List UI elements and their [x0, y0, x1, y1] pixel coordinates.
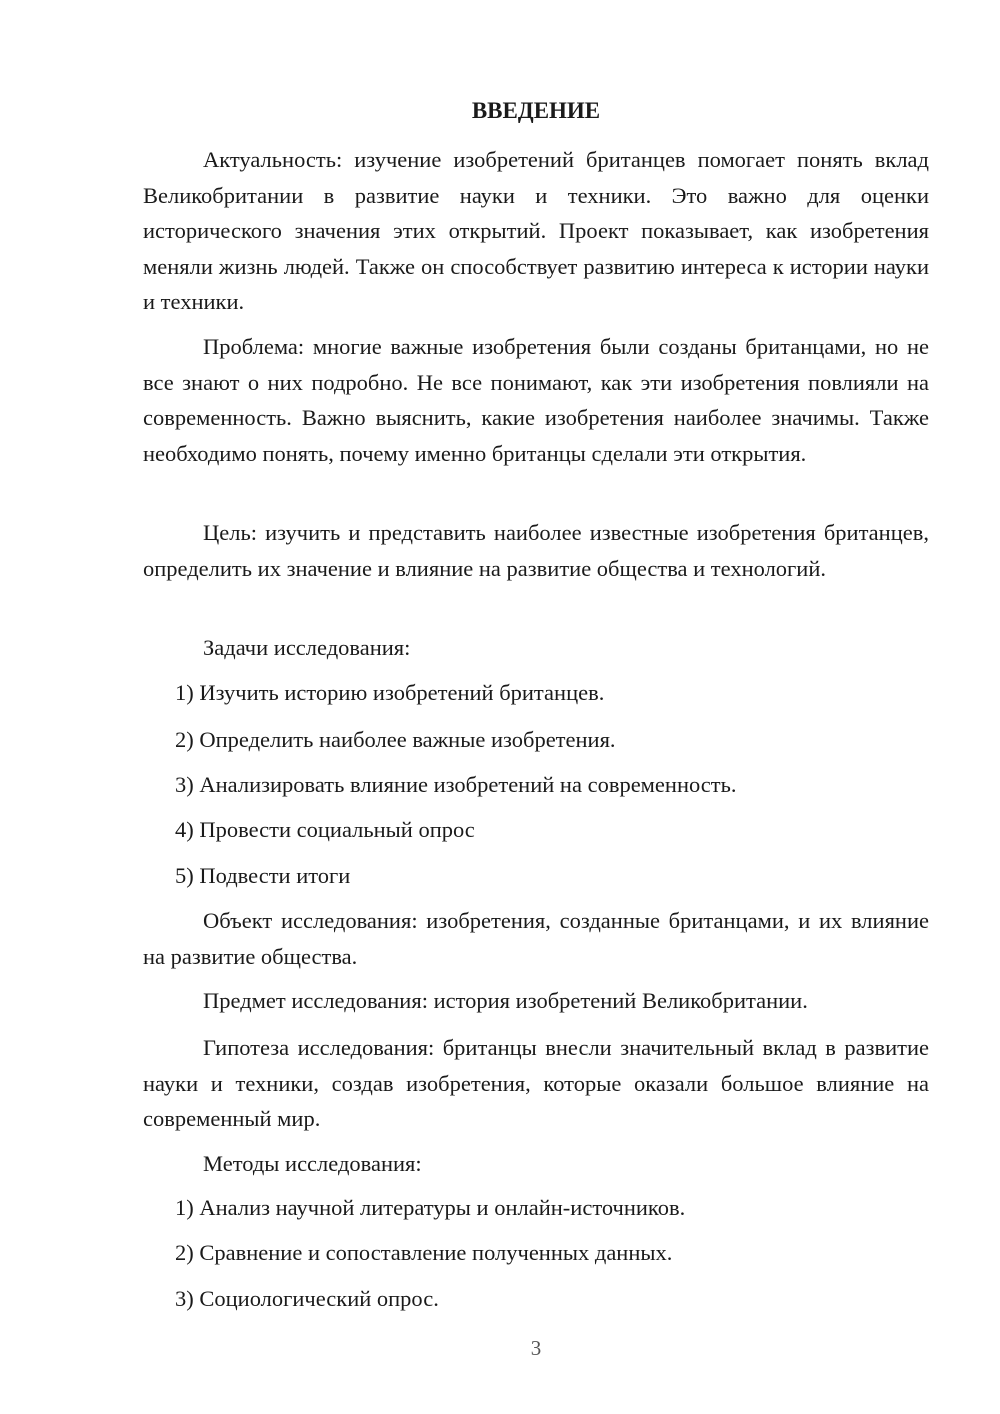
goal-paragraph: Цель: изучить и представить наиболее известные изобретения британцев, определить их значение и влияние на развитие общества и технологий.	[143, 520, 929, 581]
methods-heading: Методы исследования:	[203, 1151, 422, 1176]
method-item: 3) Социологический опрос.	[175, 1286, 439, 1311]
method-item: 2) Сравнение и сопоставление полученных данных.	[175, 1240, 673, 1265]
page-title: ВВЕДЕНИЕ	[471, 98, 601, 123]
page-number: 3	[530, 1336, 542, 1360]
subject-paragraph: Предмет исследования: история изобретений Великобритании.	[203, 988, 808, 1013]
task-item: 4) Провести социальный опрос	[175, 817, 475, 842]
relevance-paragraph: Актуальность: изучение изобретений британцев помогает понять вклад Великобритании в развитие науки и техники. Это важно для оценки исторического значения этих открытий. Проект показывает, как изобретения меняли жизнь людей. Также он способствует развитию интереса к истории науки и техники.	[143, 147, 929, 314]
task-item: 1) Изучить историю изобретений британцев.	[175, 680, 605, 705]
task-item: 2) Определить наиболее важные изобретения.	[175, 727, 616, 752]
task-item: 3) Анализировать влияние изобретений на современность.	[175, 772, 737, 797]
task-item: 5) Подвести итоги	[175, 863, 351, 888]
object-paragraph: Объект исследования: изобретения, созданные британцами, и их влияние на развитие общества.	[143, 908, 929, 969]
problem-paragraph: Проблема: многие важные изобретения были созданы британцами, но не все знают о них подробно. Не все понимают, как эти изобретения повлияли на современность. Важно выяснить, какие изобретения наиболее значимы. Также необходимо понять, почему именно британцы сделали эти открытия.	[143, 334, 929, 466]
method-item: 1) Анализ научной литературы и онлайн-источников.	[175, 1195, 686, 1220]
hypothesis-paragraph: Гипотеза исследования: британцы внесли значительный вклад в развитие науки и техники, создав изобретения, которые оказали большое влияние на современный мир.	[143, 1035, 929, 1131]
tasks-heading: Задачи исследования:	[203, 635, 411, 660]
